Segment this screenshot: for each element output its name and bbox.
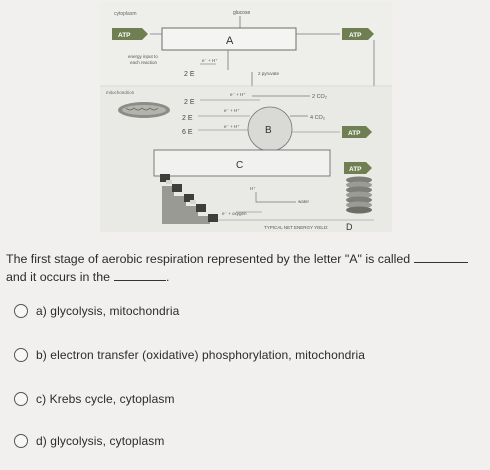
stage-d-letter: D [346, 222, 353, 232]
option-d-label: d) glycolysis, cytoplasm [36, 434, 165, 448]
svg-text:ATP: ATP [349, 32, 362, 39]
two-e-label-2: 2 E [182, 115, 193, 122]
option-b[interactable] [14, 345, 365, 365]
atp-output-tag-bottom [344, 162, 372, 174]
oxygen-label: e⁻ + oxygen [222, 211, 247, 216]
atp-coin-stack [346, 177, 372, 214]
question-text [6, 250, 484, 286]
question-line-1: The first stage of aerobic respiration represented by the letter "A" is called [6, 252, 411, 266]
e-h-label-3: e⁻ + H⁺ [224, 124, 240, 129]
e-h-label-2: e⁻ + H⁺ [224, 108, 240, 113]
atp-output-tag-top [342, 28, 374, 40]
option-c[interactable] [14, 389, 175, 409]
glucose-label: glucose [233, 10, 251, 16]
option-a-label: a) glycolysis, mitochondria [36, 304, 180, 318]
svg-text:ATP: ATP [118, 32, 131, 39]
mitochondrion-icon [118, 102, 170, 118]
four-co2-label: 4 CO₂ [310, 115, 325, 121]
option-d-radio[interactable] [14, 434, 28, 448]
cytoplasm-label: cytoplasm [114, 11, 137, 17]
e-h-label-1: e⁻ + H⁺ [230, 92, 246, 97]
two-e-top-label: 2 E [184, 71, 195, 78]
water-label: water [298, 199, 310, 204]
two-co2-label: 2 CO₂ [312, 94, 327, 100]
six-e-label: 6 E [182, 129, 193, 136]
two-e-label-1: 2 E [184, 99, 195, 106]
stage-b-letter: B [265, 125, 272, 136]
respiration-diagram [100, 2, 392, 232]
option-c-label: c) Krebs cycle, cytoplasm [36, 392, 175, 406]
option-d[interactable] [14, 431, 164, 451]
stage-a-letter: A [226, 35, 234, 47]
atp-input-tag [112, 28, 148, 40]
net-yield-label: TYPICAL NET ENERGY YIELD: [264, 225, 329, 230]
stage-c-letter: C [236, 160, 244, 171]
option-c-radio[interactable] [14, 392, 28, 406]
question-line-2: and it occurs in the [6, 270, 111, 284]
option-b-radio[interactable] [14, 348, 28, 362]
option-a[interactable] [14, 301, 179, 321]
answer-blank-1 [414, 262, 468, 263]
energy-input-label: energy input to [128, 54, 158, 59]
h-plus-label: H⁺ [250, 186, 256, 191]
e-h-top-label: e⁻ + H⁺ [202, 58, 218, 63]
svg-text:ATP: ATP [348, 130, 361, 137]
option-b-label: b) electron transfer (oxidative) phosphorylation, mitochondria [36, 348, 366, 362]
option-a-radio[interactable] [14, 304, 28, 318]
answer-blank-2 [114, 280, 166, 281]
svg-text:ATP: ATP [349, 166, 362, 173]
atp-output-tag-mid [342, 126, 372, 138]
mitochondrion-label: mitochondrion [106, 90, 135, 95]
two-pyruvate-label: 2 pyruvate [258, 71, 280, 76]
each-reaction-label: each reaction [130, 60, 158, 65]
question-line-2-end: . [166, 270, 170, 284]
